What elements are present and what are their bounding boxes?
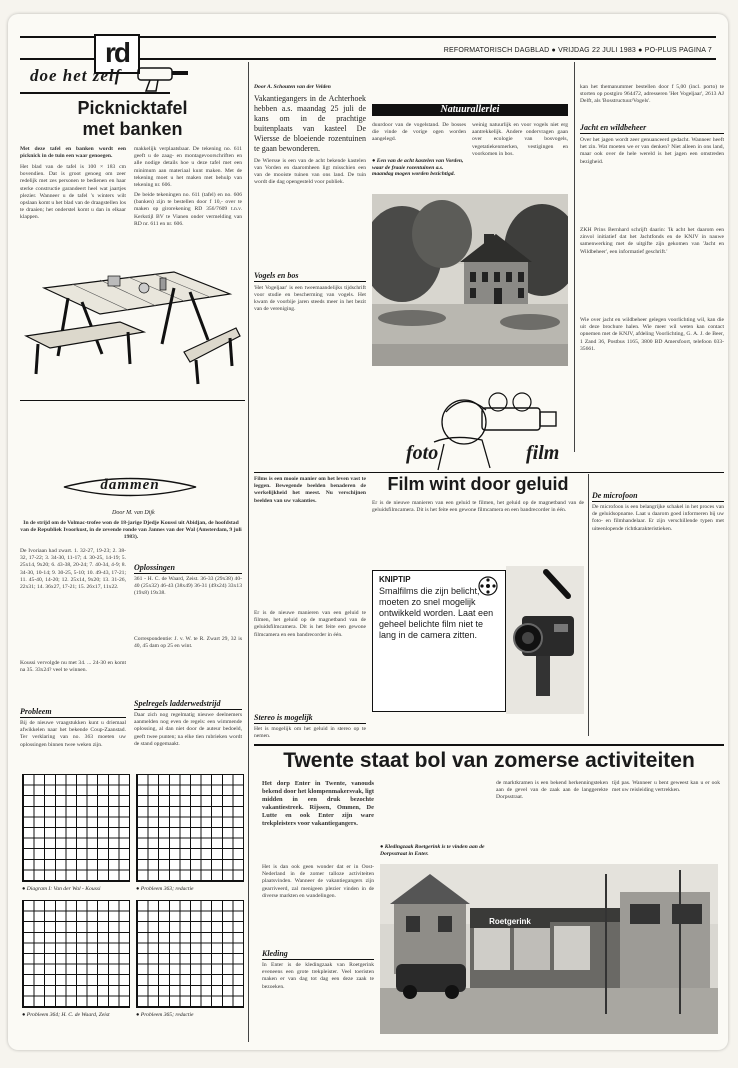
kastelen-article: [254, 84, 366, 374]
microfoon-heading: De microfoon: [592, 491, 724, 502]
doe-het-zelf-body-2: makkelijk verplaatsbaar. De tekening no. 611 geeft u de zaag- en montagevoorschriften en alle nodige details hoe u deze tafel met een minimum aan materiaal kunt maken. Met de tekening moet u het maken met behulp van tekening nr. 606.: [134, 146, 242, 189]
dammen-byline: Door M. van Dijk: [112, 510, 155, 516]
draughts-board-diagram-1: [22, 774, 130, 882]
foto-film-body-left: Er is de nieuwe manieren van een geluid te filmen, het geluid op de magnetband van de geluidsfilmcamera. Dit is het feite een gewone filmcamera en een bandrecorder in één.: [254, 610, 366, 638]
board-caption-3-text: Probleem 364; H. C. de Waard, Zeist: [26, 1012, 110, 1018]
twente-body-2: de marktkramen is een bekend herkenningsteken aan de gevel van de zaak aan de langgerekte Dorpsstraat.: [496, 780, 608, 801]
correspondentie-text: Correspondentie: J. v. W. te R. Zwart 29, 32 is 40, 45 dam op 25 en wint.: [134, 636, 242, 650]
shop-sign: Roetgerink: [470, 916, 550, 928]
divider-foto-film: [254, 472, 724, 473]
board-caption-2-text: Probleem 363; redactie: [140, 886, 194, 892]
rd-logo: rd: [94, 34, 140, 74]
dammen-lead: In de strijd om de Volmac-trofee won de 18-jarige Djedje Koussi uit Abidjan, de hoofdstad van de Republiek Ivoorkust, in de zevende ronde van Jannes van der Wal (Amsterdam, 9 juli 1983).: [20, 520, 242, 541]
oplossingen-text: 361 - H. C. de Waard, Zeist. 36-33 (29x38) 40-40 (25x32) 46-43 (38x49) 36-31 (49x24) 33x13 (19x8) 19x38.: [134, 576, 242, 597]
draughts-board-diagram-3: [22, 900, 130, 1008]
foto-film-lead: Films is een mooie manier om het leven vast te leggen. Bewegende beelden benaderen de werkelijkheid het meest. Nu verschijnen beelden van uw vakanties.: [254, 476, 366, 504]
film-wint-body: Er is de nieuwe manieren van een geluid te filmen, het geluid op de magnetband van de geluidsfilmcamera. Dit is het feite een gewone filmcamera en een bandrecorder in één.: [372, 500, 584, 514]
spelregels-heading: Spelregels ladderwedstrijd: [134, 699, 242, 710]
natuur-caption: ● Een van de acht kastelen van Vorden, waar de fraaie rozentuinen a.s. maandag mogen worden bezichtigd.: [372, 158, 464, 178]
board-caption-2: ● Probleem 363; redactie: [136, 886, 194, 892]
column-rule-film: [588, 474, 589, 736]
jacht-quote: ZKH Prins Bernhard schrijft daarin: 'Ik acht het daarom een zinvol initiatief dat het Jachtfonds en de KNJV in nauwe samenwerking met de uitgifte zijn gekomen van 'Jacht en Wildbeheer', een informatief geschrift.': [580, 227, 724, 255]
twente-body: Het is dan ook geen wonder dat er in Oost-Nederland in de zomer talloze activiteiten plaatsvinden. Wanneer de vakantiegangers zijn gearriveerd, zal menigeen plezier vinden in de diverse markten en wandelingen.: [262, 864, 374, 899]
dammen-section: [20, 476, 245, 1036]
section-title-doe-het-zelf: doe het zelf: [30, 66, 122, 85]
dammen-game: De Ivoriaan had zwart. 1. 32-27, 19-23; 2. 38-32, 17-22; 3. 34-30, 11-17; 4. 30-25, 14-19; 5. 25x14, 9x20; 6. 43-38, 20-24; 7. 40-34, 4-9; 8. 34-30, 10-14; 9. 30-25, 5-10; 10. 49-43, 17-21; 11. 45-40, 14-20; 12. 25x14, 9x20; 13. 31-26, 22x31; 14. 36x27, 17-21; 15. 26x17, 11x22.: [20, 548, 126, 591]
microfoon-intro: [592, 474, 724, 488]
masthead-line: REFORMATORISCH DAGBLAD ● VRIJDAG 22 JULI 1983 ● PO-PLUS PAGINA 7: [443, 47, 712, 54]
film-wint-headline: Film wint door geluid: [387, 474, 569, 494]
board-caption-1-text: Diagram I: Van der Wal - Koussi: [26, 886, 101, 892]
doe-het-zelf-section: [20, 62, 245, 397]
kastelen-body: De Wiersse is een van de acht bekende kastelen van Vorden en daaromheen ligt misschien een van de mooiste tuinen van ons land. De tuin wordt die dag opengesteld voor publiek.: [254, 157, 366, 186]
section-title-film: film: [526, 442, 560, 464]
castle-photo: [372, 194, 568, 366]
jacht-body: Over het jagen wordt zeer genuanceerd gedacht. Wanneer heeft het zin. Wat moeten we er van denken? Niet alleen in ons land, maar ook over de hele wereld is het jagen een omstreden bezigheid.: [580, 137, 724, 165]
kniptip-box: [372, 570, 506, 712]
stereo-text: Het is mogelijk om het geluid in stereo op te nemen.: [254, 726, 366, 740]
dammen-tail: Koussi vervolgde nu met 34. ... 24-30 en komt na 35. 33x24? veel te winnen.: [20, 660, 126, 674]
twente-body-3: tijd pas. Wanneer u bent geweest kan u er ook met uw reisleiding vertrekken.: [612, 780, 720, 794]
spelregels-text: Daar zich nog regelmatig nieuwe deelnemers aanmelden nog even de regels: een wimmende oplossing, al dan niet door de auteur bedoeld, geeft twee punten; na elke tien rubrieken wordt de stand opgemaakt.: [134, 712, 242, 747]
newspaper-page: [8, 14, 728, 1050]
doe-het-zelf-body-1: Het blad van de tafel is 100 × 183 cm bovendien. Dat is groot genoeg om zeer redelijk met zes personen te bedienen en haar sterke constructie garandeert heel wat jaartjes plezier. Wanneer u de tafel 's winters wilt opslaan komt u het blad van de draagstellen los te draaien; het onderstel komt u dan in elkaar klappen.: [20, 164, 126, 221]
draughts-board-diagram-2: [136, 774, 244, 882]
kastelen-byline: Door A. Schouten van der Velden: [254, 84, 331, 90]
dammen-banner: [60, 476, 200, 498]
oplossingen-heading: Oplossingen: [134, 563, 242, 574]
section-title-dammen: dammen: [100, 477, 160, 493]
draughts-board-diagram-4: [136, 900, 244, 1008]
twente-lead: Het dorp Enter in Twente, vanouds bekend door het klompenmakersvak, ligt midden in een druk bezochte vakantiestreek. Rijssen, Ommen, De Lutte en ook Enter zijn ware trekpleisters voor vakantiegangers.: [262, 780, 374, 827]
kleding-heading: Kleding: [262, 949, 374, 960]
foto-film-banner: [254, 380, 724, 472]
natuur-caption-text: Een van de acht kastelen van Vorden, waar de fraaie rozentuinen a.s. maandag mogen worden bezichtigd.: [372, 158, 464, 178]
headline-line-1: Picknicktafel: [77, 98, 188, 118]
kleding-text: In Enter is de kledingzaak van Roetgerink eveneens een grote trekpleister. Veel toeristen maken er van dag tot dag een deze zaak te bezoeken.: [262, 962, 374, 990]
natuurallerlei-banner: Natuurallerlei: [372, 104, 568, 116]
probleem-heading: Probleem: [20, 707, 126, 718]
picknicktafel-headline: [20, 98, 245, 140]
headline-line-2: met banken: [82, 119, 183, 139]
board-caption-4-text: Probleem 365; redactie: [140, 1012, 194, 1018]
kastelen-lead: Vakantiegangers in de Achterhoek hebben a.s. maandag 25 juli de kans om in de prachtige buitenplaats van kasteel De Wiersse de bloeiende rozentuinen te gaan bewonderen.: [254, 93, 366, 153]
doe-het-zelf-body-3: De beide tekeningen no. 611 (tafel) en no. 606 (banken) zijn te bestellen door f 10,- over te maken op girorekening RD 356/7609 t.n.v. Kerkstijl BV te Vianen onder vermelding van RD nr. 611 en nr. 606.: [134, 192, 242, 227]
jacht-intro: kan het themanummer bestellen door f 5,00 (incl. porto) te storten op postgiro 964472, adresseren 'Het Vogeljaar', 2613 AJ Delft, als 'Bosstructuur/Vogels'.: [580, 84, 724, 105]
probleem-text: Bij de nieuwe vraagstukken kunt u driemaal afwikkelen naar het bekende Coup-Zaanstad. Ter verklaring van no. 363 moeten uw oplossingen binnen twee weken zijn.: [20, 720, 126, 748]
natuur-body: duurdoor van de vogelstand. De bosses die vinde de vorige ogen worden aangelegd.: [372, 122, 466, 143]
stereo-heading: Stereo is mogelijk: [254, 713, 366, 724]
twente-caption: ● Kledingzaak Roetgerink is te vinden aan de Dorpsstraat in Enter.: [380, 844, 485, 857]
twente-caption-text: Kledingzaak Roetgerink is te vinden aan de Dorpsstraat in Enter.: [380, 844, 485, 857]
vogels-body: 'Het Vogeljaar' is een tweemaandelijks tijdschrift voor studie en bescherming van vogels. Het kwam de voorbije jaren steeds meer in het bezit van de vereniging.: [254, 284, 366, 313]
doe-het-zelf-lead: Met deze tafel en banken wordt een picknick in de tuin een waar genoegen.: [20, 146, 126, 160]
board-caption-4: ● Probleem 365; redactie: [136, 1012, 194, 1018]
film-reel-icon: [477, 575, 499, 597]
kniptip-heading: KNIPTIP: [379, 575, 411, 584]
jacht-tail: Wie over jacht en wildbeheer gelegen voorlichting wil, kan die uit deze brochure halen. Wie meer wil weten kan contact opnemen met de KNJV, afdeling Voorlichting, G. A. J. de Beer, 1 Zand 36, Postbus 1165, 3800 BD Amersfoort, telefoon 033-35661.: [580, 317, 724, 352]
natuur-body-2: weinig natuurlijk en voor vogels niet erg aantrekkelijk. Andere ondervragen gaan over ecologie van bosvogels, vegetatiekenmerken, vestigingen en voorkomen in bos.: [472, 122, 568, 157]
section-title-foto: foto: [406, 442, 439, 464]
kniptip-text: Smalfilms die zijn belicht, moeten zo snel mogelijk ontwikkeld worden. Laat een geheel belichte film niet te lang in de camera zitten.: [379, 586, 494, 640]
column-rule-left: [248, 62, 249, 1042]
divider-dammen: [20, 400, 245, 401]
sound-camera-photo: [506, 566, 584, 714]
board-caption-3: ● Probleem 364; H. C. de Waard, Zeist: [22, 1012, 110, 1018]
jacht-heading: Jacht en wildbeheer: [580, 123, 724, 134]
divider-twente: [254, 744, 724, 746]
doe-het-zelf-banner: [20, 66, 170, 94]
microfoon-body: De microfoon is een belangrijke schakel in het proces van de geluidsopname. Laat u daarom goed informeren bij uw foto- en filmhandelaar. Er zijn verschillende typen met uiteenlopende richtkarakteristieken.: [592, 504, 724, 532]
roetgerink-shop-photo: [380, 864, 718, 1034]
board-caption-1: ● Diagram I: Van der Wal - Koussi: [22, 886, 101, 892]
picnic-table-illustration: [24, 248, 242, 388]
vogels-heading: Vogels en bos: [254, 271, 366, 282]
twente-headline: Twente staat bol van zomerse activiteiten: [283, 749, 695, 772]
drill-icon: [132, 60, 192, 92]
